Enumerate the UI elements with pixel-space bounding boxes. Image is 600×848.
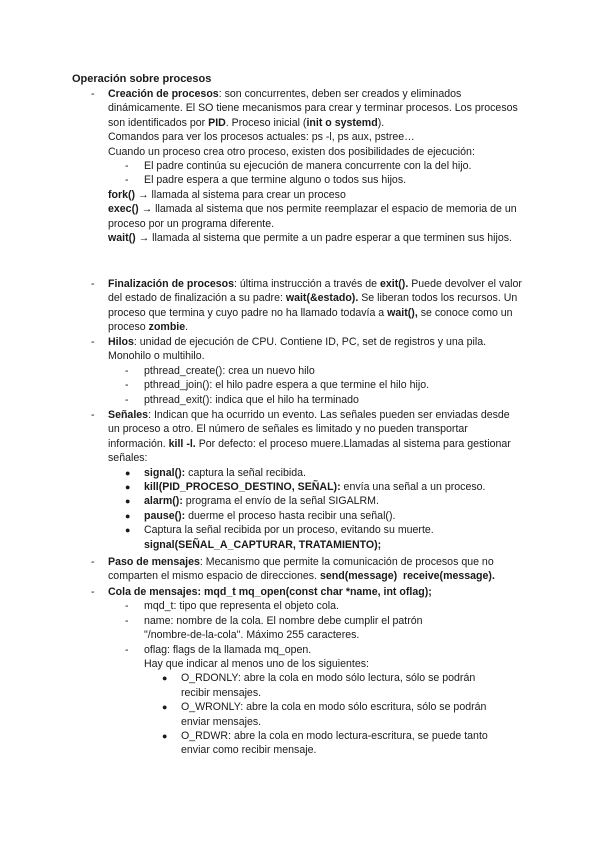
list-item: ● alarm(): programa el envío de la señal SIGALRM.: [125, 495, 379, 508]
bullet-icon: ●: [125, 482, 131, 493]
bullet-icon: ●: [162, 702, 168, 713]
bullet-icon: ●: [125, 510, 131, 521]
item-senales: - Señales: Indican que ha ocurrido un evento. Las señales pueden ser enviadas desde un proceso a otro. El número de señales es limitado y no pueden transportar información. kill -l. Por defecto: el proceso muere.Llamadas al sistema para gestionar señales: ● signal(): captura la señal recibida. ● kill(PID_PROCESO_DESTINO, SEÑAL): envía una señal a un proceso. ● alarm(): programa el envío de la señal SIGALRM. ● pause(): duerme el proceso hasta recibir una señal(). ● Captura la señal recibida por un proceso, evitando su muerte. signal(SEÑAL_A_CAPTURAR, TRATAMIENTO);: [91, 408, 531, 552]
list-item: - El padre continúa su ejecución de manera concurrente con la del hijo.: [125, 160, 472, 173]
list-item: ● O_WRONLY: abre la cola en modo sólo escritura, sólo se podrán enviar mensajes.: [162, 701, 487, 728]
paso-paragraph: Paso de mensajes: Mecanismo que permite la comunicación de procesos que no comparten el mismo espacio de direcciones. send(message) receive(message).: [108, 556, 495, 583]
senales-paragraph: Señales: Indican que ha ocurrido un evento. Las señales pueden ser enviadas desde un proceso a otro. El número de señales es limitado y no pueden transportar información. kill -l. Por defecto: el proceso muere.Llamadas al sistema para gestionar señales:: [108, 409, 511, 465]
list-item: ● kill(PID_PROCESO_DESTINO, SEÑAL): envía una señal a un proceso.: [125, 481, 486, 494]
wait-line: wait() → llamada al sistema que permite a un padre esperar a que terminen sus hijos.: [108, 232, 512, 245]
finalizacion-paragraph: Finalización de procesos: última instrucción a través de exit(). Puede devolver el valor del estado de finalización a su padre: wait(&estado). Se liberan todos los recursos. Un proceso que termina y cuyo padre no ha llamado todavía a wait(), se conoce como un proceso zombie.: [108, 278, 522, 334]
hilos-sublist: [125, 364, 522, 407]
cola-sublist: [125, 599, 528, 757]
list-item: - pthread_create(): crea un nuevo hilo: [125, 364, 315, 377]
exec-line: exec() → llamada al sistema que nos permite reemplazar el espacio de memoria de un proceso por un programa diferente.: [108, 203, 517, 230]
item-paso-mensajes: - Paso de mensajes: Mecanismo que permite la comunicación de procesos que no comparten el mismo espacio de direcciones. send(message) receive(message).: [91, 555, 531, 584]
fork-line: fork() → llamada al sistema para crear un proceso: [108, 188, 346, 201]
bullet-icon: ●: [162, 731, 168, 742]
creacion-possibilities: Cuando un proceso crea otro proceso, existen dos posibilidades de ejecución:: [108, 145, 475, 158]
bullet-icon: ●: [162, 673, 168, 684]
list-item: ● O_RDWR: abre la cola en modo lectura-escritura, se puede tanto enviar como recibir mensaje.: [162, 730, 488, 757]
item-hilos: - Hilos: unidad de ejecución de CPU. Contiene ID, PC, set de registros y una pila. Monohilo o multihilo. - pthread_create(): crea un nuevo hilo - pthread_join(): el hilo padre espera a que termine el hilo hijo. - pthread_exit(): indica que el hilo ha terminado: [91, 335, 531, 407]
bullet-icon: ●: [125, 467, 131, 478]
creacion-label: Creación de procesos: [108, 88, 219, 100]
list-item: - pthread_join(): el hilo padre espera a que termine el hilo hijo.: [125, 379, 430, 392]
list-item: - oflag: flags de la llamada mq_open. Hay que indicar al menos uno de los siguientes: ● O_RDONLY: abre la cola en modo sólo lectura, sólo se podrán recibir mensajes. ● O_WRONLY: abre la cola en modo sólo escritura, sólo se podrán enviar mensajes. ● O_RDWR: abre la cola en modo lectura-escritura, se puede tanto enviar como recibir mensaje.: [125, 643, 528, 758]
section-title: Operación sobre procesos: [72, 73, 212, 85]
item-creacion: [91, 87, 531, 245]
list-item: - pthread_exit(): indica que el hilo ha terminado: [125, 393, 359, 406]
item-cola-mensajes: - Cola de mensajes: mqd_t mq_open(const char *name, int oflag); - mqd_t: tipo que representa el objeto cola. - name: nombre de la cola. El nombre debe cumplir el patrón "/nombre-de-la-cola". Máximo 255 caracteres. - oflag: flags de la llamada mq_open. Hay que indicar al menos uno de los siguientes: ● O_RDONLY: abre la cola en modo sólo lectura, sólo se podrán recibir mensajes. ● O_WRONLY: abre la cola en modo sólo escritura, sólo se podrán enviar mensajes. ● O_RDWR: abre la cola en modo lectura-escritura, se puede tanto enviar como recibir mensaje.: [91, 585, 531, 758]
creacion-commands: Comandos para ver los procesos actuales: ps -l, ps aux, pstree…: [108, 131, 415, 144]
hilos-paragraph: Hilos: unidad de ejecución de CPU. Contiene ID, PC, set de registros y una pila. Monohilo o multihilo.: [108, 336, 487, 363]
creacion-paragraph: Creación de procesos: son concurrentes, deben ser creados y eliminados dinámicamente. El SO tiene mecanismos para crear y terminar procesos. Los procesos son identificados por PID. Proceso inicial (init o systemd).: [108, 88, 518, 129]
item-finalizacion: - Finalización de procesos: última instrucción a través de exit(). Puede devolver el valor del estado de finalización a su padre: wait(&estado). Se liberan todos los recursos. Un proceso que termina y cuyo padre no ha llamado todavía a wait(), se conoce como un proceso zombie.: [91, 278, 522, 334]
cola-hay: Hay que indicar al menos uno de los siguientes:: [144, 658, 369, 671]
flags-list: [162, 671, 492, 757]
list-item: ● signal(): captura la señal recibida.: [125, 466, 306, 479]
list-item: ● pause(): duerme el proceso hasta recibir una señal().: [125, 509, 396, 522]
bullet-icon: ●: [125, 496, 131, 507]
dash-marker: -: [91, 88, 95, 100]
list-item: - El padre espera a que termine alguno o todos sus hijos.: [125, 174, 407, 187]
cola-heading: Cola de mensajes: mqd_t mq_open(const char *name, int oflag);: [108, 586, 432, 598]
list-item: ● Captura la señal recibida por un proceso, evitando su muerte. signal(SEÑAL_A_CAPTURAR, TRATAMIENTO);: [125, 524, 434, 551]
bullet-icon: ●: [125, 525, 131, 536]
list-item: - mqd_t: tipo que representa el objeto cola.: [125, 600, 339, 613]
creacion-sublist: [125, 159, 528, 188]
list-item: ● O_RDONLY: abre la cola en modo sólo lectura, sólo se podrán recibir mensajes.: [162, 672, 476, 699]
senales-bullets: [125, 466, 513, 552]
list-item: - name: nombre de la cola. El nombre debe cumplir el patrón "/nombre-de-la-cola". Máximo 255 caracteres.: [125, 614, 423, 642]
